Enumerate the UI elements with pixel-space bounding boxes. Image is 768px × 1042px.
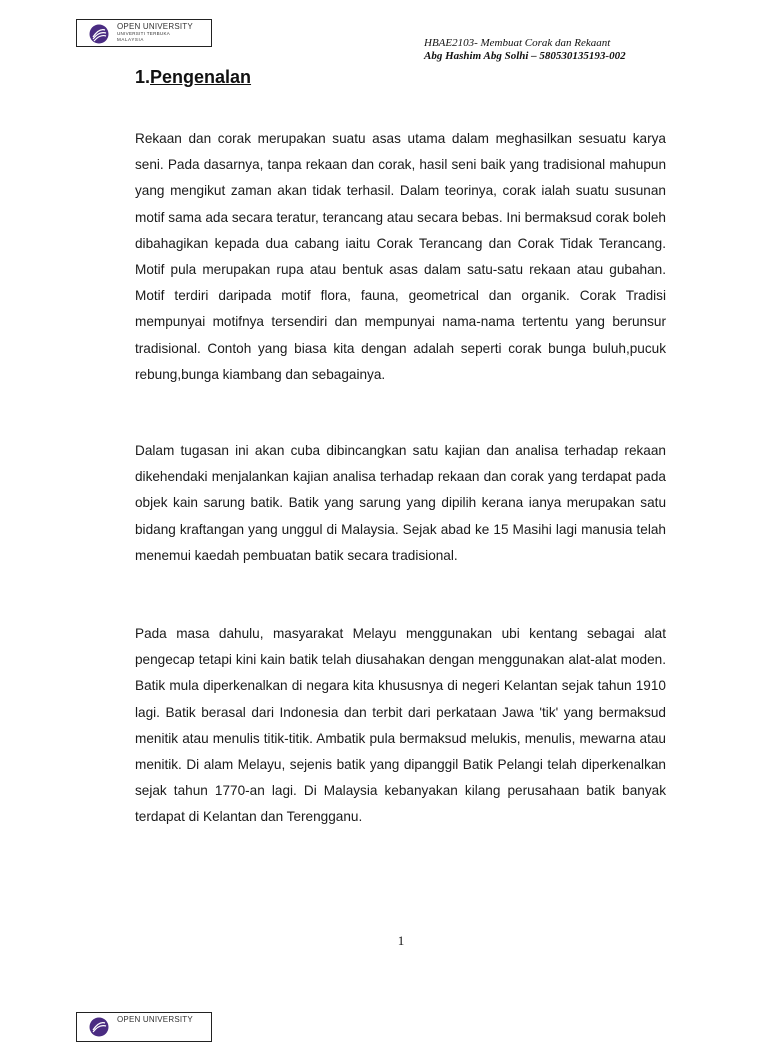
logo-name: OPEN UNIVERSITY (117, 22, 193, 31)
logo-country: MALAYSIA (117, 36, 144, 42)
running-header (424, 37, 626, 63)
paragraph-introduction: Rekaan dan corak merupakan suatu asas utama dalam meghasilkan sesuatu karya seni. Pada dasarnya, tanpa rekaan dan corak, hasil seni baik yang tradisional mahupun yang mengikut zaman akan tidak terhasil. Dalam teorinya, corak ialah suatu susunan motif sama ada secara teratur, terancang atau secara bebas. Ini bermaksud corak boleh dibahagikan kepada dua cabang iaitu Corak Terancang dan Corak Tidak Terancang. Motif pula merupakan rupa atau bentuk asas dalam satu-satu rekaan atau gubahan. Motif terdiri daripada motif flora, fauna, geometrical dan organik. Corak Tradisi mempunyai motifnya tersendiri dan mempunyai nama-nama tertentu yang berunsur tradisional. Contoh yang biasa kita dengan adalah seperti corak bunga buluh,pucuk rebung,bunga kiambang dan sebagainya. (135, 131, 666, 382)
footer-logo-name: OPEN UNIVERSITY (117, 1015, 193, 1024)
university-emblem-icon (89, 1017, 109, 1037)
section-heading (135, 66, 251, 88)
logo-wordmark (117, 23, 193, 42)
course-title: HBAE2103- Membuat Corak dan Rekaant (424, 37, 611, 49)
page-number: 1 (397, 933, 405, 948)
university-emblem-icon (89, 24, 109, 44)
paragraph-history: Pada masa dahulu, masyarakat Melayu menggunakan ubi kentang sebagai alat pengecap tetapi kini kain batik telah diusahakan dengan menggunakan alat-alat moden. Batik mula diperkenalkan di negara kita khususnya di negeri Kelantan sejak tahun 1910 lagi. Batik berasal dari Indonesia dan terbit dari perkataan Jawa 'tik' yang bermaksud menitik atau menulis titik-titik. Ambatik pula bermaksud melukis, menulis, mewarna atau menitik. Di alam Melayu, sejenis batik yang dipanggil Batik Pelangi telah diperkenalkan sejak tahun 1770-an lagi. Di Malaysia kebanyakan kilang perusahaan batik banyak terdapat di Kelantan dan Terengganu. (135, 626, 666, 825)
paragraph-assignment: Dalam tugasan ini akan cuba dibincangkan satu kajian dan analisa terhadap rekaan dikehendaki menjalankan kajian analisa terhadap rekaan dan corak yang terdapat pada objek kain sarung batik. Batik yang sarung yang dipilih kerana ianya merupakan satu bidang kraftangan yang unggul di Malaysia. Sejak abad ke 15 Masihi lagi manusia telah menemui kaedah pembuatan batik secara tradisional. (135, 443, 666, 563)
section-title: Pengenalan (150, 67, 252, 87)
footer-logo-wordmark (117, 1016, 193, 1024)
university-logo (76, 19, 212, 47)
author-line: Abg Hashim Abg Solhi – 580530135193-002 (424, 50, 626, 62)
footer-university-logo (76, 1012, 212, 1042)
logo-subname: UNIVERSITI TERBUKA (117, 31, 171, 36)
section-number: 1. (135, 67, 151, 87)
